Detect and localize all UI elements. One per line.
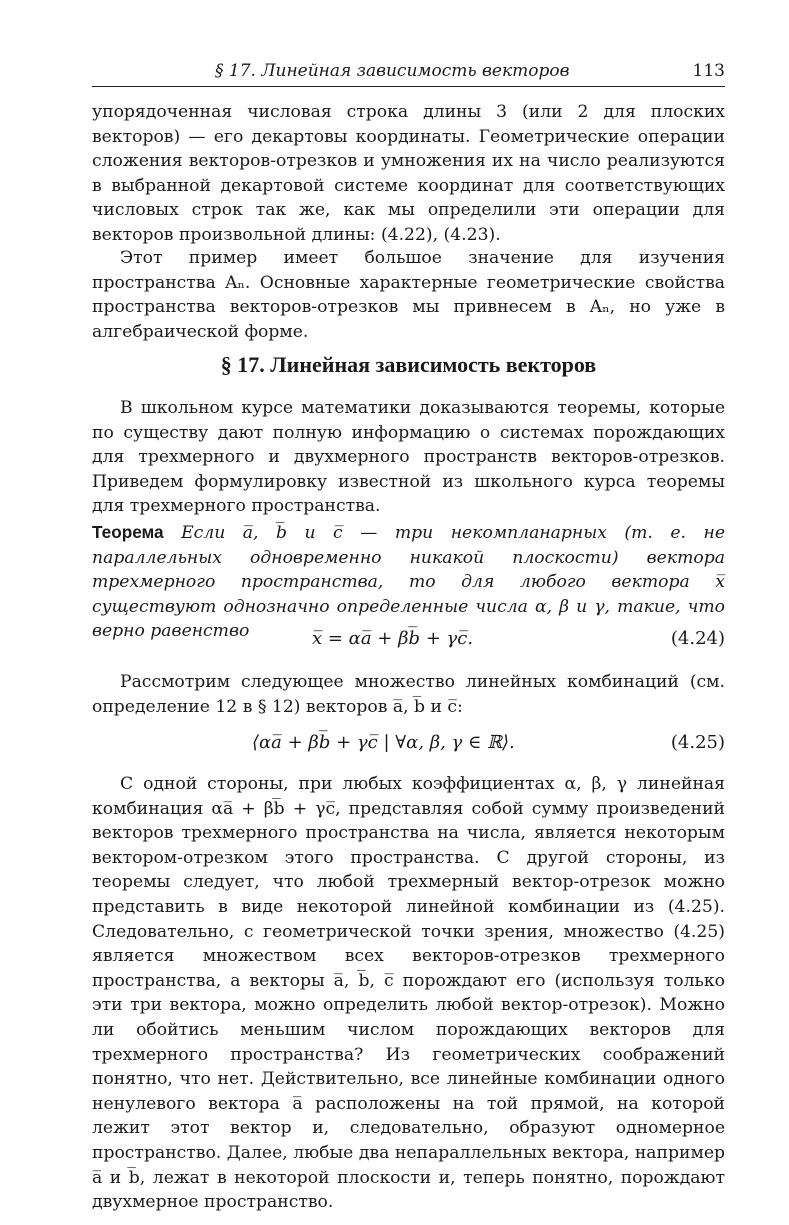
intro-paragraph-1: упорядоченная числовая строка длины 3 (или 2 для плоских векторов) — его декартовы координаты. Геометрические операции сложения векторов-отрезков и умножения их на число реализуются в выбранной декартовой системе координат для соответствующих числовых строк так же, как мы определили эти операции для векторов произвольной длины: (4.22), (4.23). [92,102,725,245]
equation-4-24-number: (4.24) [670,628,725,649]
equation-4-25-number: (4.25) [670,732,725,753]
equation-4-25 [92,732,725,760]
section-title: § 17. Линейная зависимость векторов [220,352,597,377]
running-head [92,60,725,87]
section-paragraph-1: В школьном курсе математики доказываются теоремы, которые по существу дают полную информацию о системах порождающих для трехмерного и двухмерного пространств векторов-отрезков. Приведем формулировку известной из школьного курса теоремы для трехмерного пространства. [92,398,725,517]
equation-4-24-body: x̅ = αa̅ + βb̅ + γc̅. [312,628,474,649]
equation-4-24 [92,628,725,656]
intro-paragraph-2: Этот пример имеет большое значение для изучения пространства Aₙ. Основные характерные геометрические свойства пространства векторов-отрезков мы привнесем в Aₙ, но уже в алгебраической форме. [92,248,725,342]
equation-4-25-body: ⟨αa̅ + βb̅ + γc̅ | ∀α, β, γ ∈ ℝ⟩. [252,732,515,753]
running-head-title: § 17. Линейная зависимость векторов [215,61,570,81]
theorem-text: Если a̅, b̅ и c̅ — три некомпланарных (т. е. не параллельных одновременно никакой плоскости) вектора трехмерного пространства, то для любого вектора x̅ существуют однозначно определенные числа α, β и γ, такие, что верно равенство [92,523,725,642]
main-paragraph: С одной стороны, при любых коэффициентах α, β, γ линейная комбинация αa̅ + βb̅ + γc̅, представляя собой сумму произведений векторов трехмерного пространства на числа, является некоторым вектором-отрезком этого пространства. С другой стороны, из теоремы следует, что любой трехмерный вектор-отрезок можно представить в виде некоторой линейной комбинации из (4.25). Следовательно, с геометрической точки зрения, множество (4.25) является множеством всех векторов-отрезков трехмерного пространства, а векторы a̅, b̅, c̅ порождают его (используя только эти три вектора, можно определить любой вектор-отрезок). Можно ли обойтись меньшим числом порождающих векторов для трехмерного пространства? Из геометрических соображений понятно, что нет. Действительно, все линейные комбинации одного ненулевого вектора a̅ расположены на той прямой, на которой лежит этот вектор и, следовательно, образуют одномерное пространство. Далее, любые два непараллельных вектора, например a̅ и b̅, лежат в некоторой плоскости и, теперь понятно, порождают двухмерное пространство. [92,774,725,1213]
page-number: 113 [692,61,725,81]
theorem-label: Теорема [92,522,164,542]
theorem-block [92,520,725,644]
combination-paragraph: Рассмотрим следующее множество линейных комбинаций (см. определение 12 в § 12) векторов a̅, b̅ и c̅: [92,672,725,717]
